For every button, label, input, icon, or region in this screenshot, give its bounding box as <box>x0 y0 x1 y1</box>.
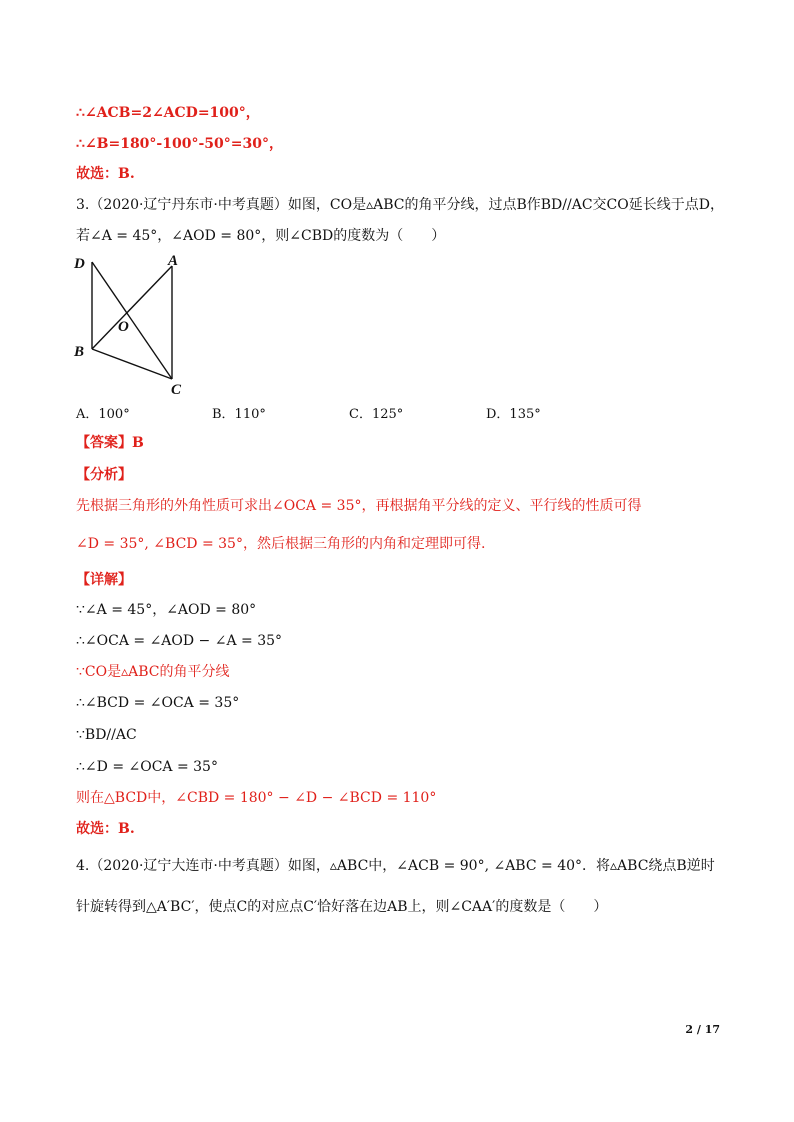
solution-step-5: ∵BD//AC <box>76 727 137 743</box>
label-a: A <box>168 253 179 269</box>
analysis-line-2: ∠D = 35°, ∠BCD = 35°，然后根据三角形的内角和定理即可得. <box>76 536 486 552</box>
prev-conclusion: 故选：B. <box>76 166 135 182</box>
solution-step-1: ∵∠A = 45°，∠AOD = 80° <box>76 602 257 618</box>
geometry-figure <box>68 248 198 398</box>
solution-step-2: ∴∠OCA = ∠AOD − ∠A = 35° <box>76 633 283 649</box>
label-d: D <box>74 256 85 272</box>
solution-step-6: ∴∠D = ∠OCA = 35° <box>76 759 218 775</box>
segment-dc <box>92 262 172 379</box>
option-d: D．135° <box>486 407 541 422</box>
option-a: A．100° <box>76 407 130 422</box>
detail-label: 【详解】 <box>76 572 132 588</box>
solution-step-7: 则在△BCD中，∠CBD = 180° − ∠D − ∠BCD = 110° <box>76 790 437 806</box>
prev-step-1: ∴∠ACB=2∠ACD=100°， <box>76 105 260 121</box>
option-c: C．125° <box>349 407 404 422</box>
answer-label: 【答案】B <box>76 435 144 451</box>
question-3-line-1: 3.（2020·辽宁丹东市·中考真题）如图，CO是▵ABC的角平分线，过点B作BD//AC交CO延长线于点D， <box>76 197 724 213</box>
prev-step-2: ∴∠B=180°-100°-50°=30°， <box>76 136 283 152</box>
option-b: B．110° <box>212 407 266 422</box>
page-number: 2 / 17 <box>685 1023 720 1036</box>
question-4-line-1: 4.（2020·辽宁大连市·中考真题）如图，▵ABC中，∠ACB = 90°, ∠ABC = 40°．将▵ABC绕点B逆时 <box>76 858 715 874</box>
solution-conclusion: 故选：B. <box>76 821 135 837</box>
label-o: O <box>118 319 129 335</box>
analysis-label: 【分析】 <box>76 467 132 483</box>
label-c: C <box>171 382 182 398</box>
solution-step-3: ∵CO是▵ABC的角平分线 <box>76 664 230 680</box>
segment-bc <box>92 349 172 379</box>
label-b: B <box>74 344 85 360</box>
question-4-line-2: 针旋转得到△A′BC′，使点C的对应点C′恰好落在边AB上，则∠CAA′的度数是（ ） <box>76 899 608 915</box>
question-3-line-2: 若∠A = 45°，∠AOD = 80°，则∠CBD的度数为（ ） <box>76 228 446 244</box>
analysis-line-1: 先根据三角形的外角性质可求出∠OCA = 35°，再根据角平分线的定义、平行线的性质可得 <box>76 498 642 514</box>
solution-step-4: ∴∠BCD = ∠OCA = 35° <box>76 695 240 711</box>
